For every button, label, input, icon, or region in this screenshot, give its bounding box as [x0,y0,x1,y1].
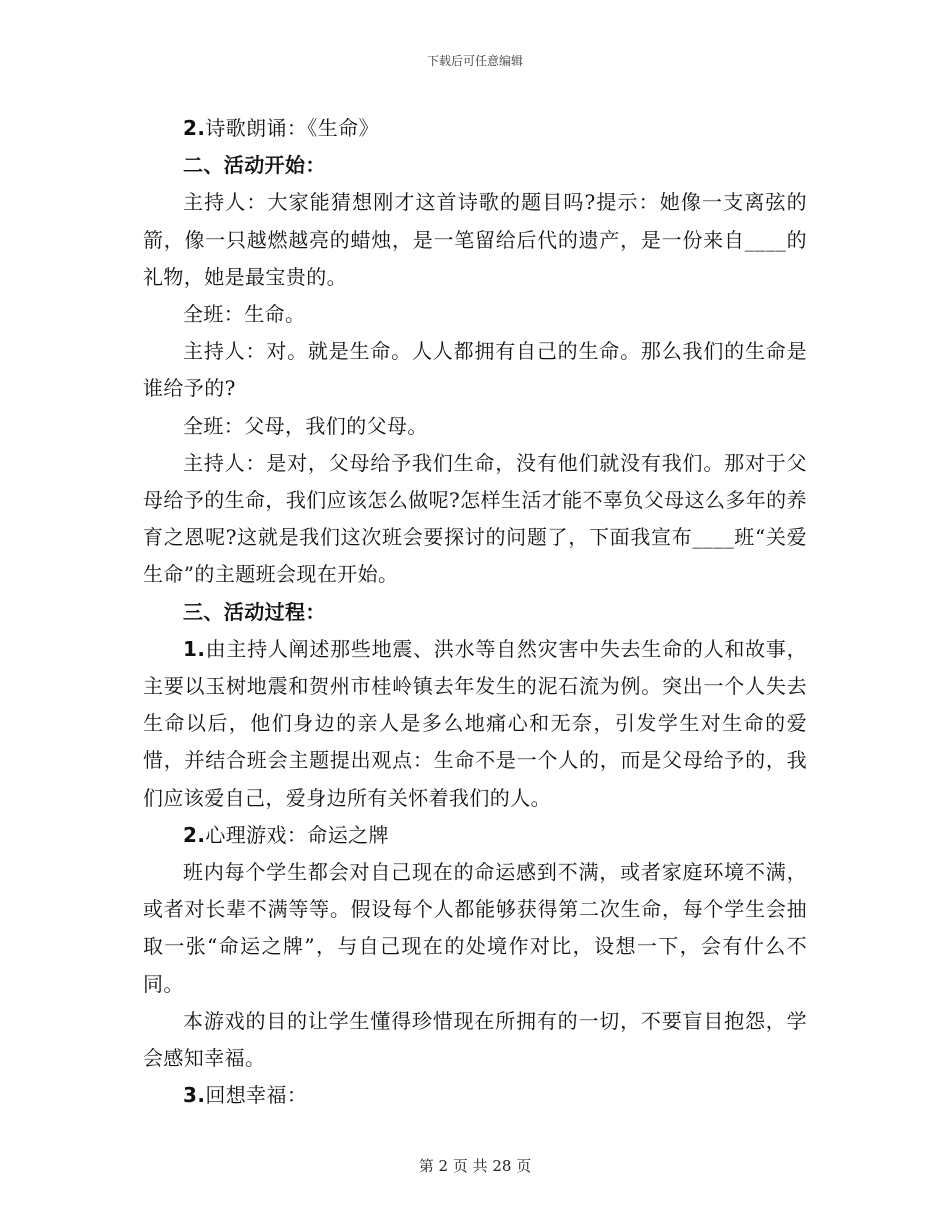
item-number: 2. [183,822,206,847]
item-text: 回想幸福： [205,1083,308,1108]
item-text: 心理游戏：命运之牌 [205,822,389,847]
paragraph-game-purpose: 本游戏的目的让学生懂得珍惜现在所拥有的一切，不要盲目抱怨，学会感知幸福。 [143,1008,807,1071]
list-item-disasters [143,631,807,817]
page-header: 下载后可任意编辑 [426,54,523,68]
document-body [143,110,807,1114]
item-text: 由主持人阐述那些地震、洪水等自然灾害中失去生命的人和故事，主要以玉树地震和贺州市桂岭镇去年发生的泥石流为例。突出一个人失去生命以后，他们身边的亲人是多么地痛心和无奈，引发学生对生命的爱惜，并结合班会主题提出观点：生命不是一个人的，而是父母给予的，我们应该爱自己，爱身边所有关怀着我们的人。 [143,636,807,810]
section-heading-process: 三、活动过程： [183,599,326,624]
paragraph-host-announce: 主持人：是对，父母给予我们生命，没有他们就没有我们。那对于父母给予的生命，我们应该怎么做呢?怎样生活才能不辜负父母这么多年的养育之恩呢?这就是我们这次班会要探讨的问题了，下面我宣布____班“关爱生命”的主题班会现在开始。 [143,450,807,587]
item-number: 2. [183,116,206,140]
item-number: 1. [183,636,206,661]
paragraph-class-answer: 全班：生命。 [183,302,306,327]
list-item-game [143,817,807,854]
paragraph-host-question: 主持人：大家能猜想刚才这首诗歌的题目吗?提示：她像一支离弦的箭，像一只越燃越亮的蜡烛，是一笔留给后代的遗产，是一份来自____的礼物，她是最宝贵的。 [143,190,807,289]
list-item-happiness [143,1077,807,1114]
paragraph-class-parents: 全班：父母，我们的父母。 [183,413,428,438]
item-number: 3. [183,1083,206,1108]
paragraph-game-description: 班内每个学生都会对自己现在的命运感到不满，或者家庭环境不满，或者对长辈不满等等。假设每个人都能够获得第二次生命，每个学生会抽取一张“命运之牌”，与自己现在的处境作对比，设想一下，会有什么不同。 [143,860,807,996]
section-heading-start: 二、活动开始： [183,153,326,178]
list-item-poem [143,110,807,147]
paragraph-host-life: 主持人：对。就是生命。人人都拥有自己的生命。那么我们的生命是谁给予的? [143,339,807,401]
page-footer: 第 2 页 共 28 页 [418,1157,532,1175]
item-text: 诗歌朗诵：《生命》 [205,116,379,140]
